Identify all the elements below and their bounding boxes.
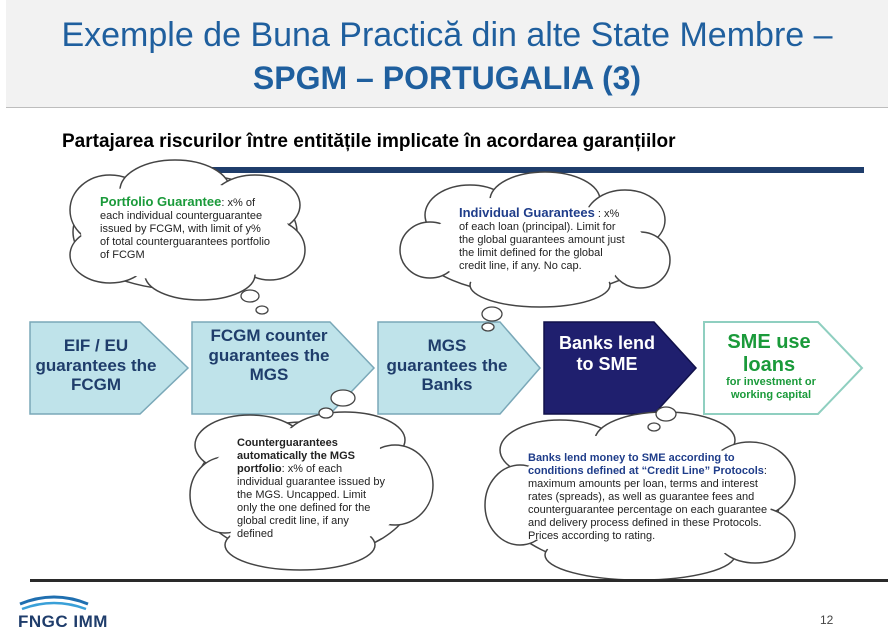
divider-bar-bottom: [30, 579, 888, 582]
arrow-sme-title: SME use loans: [727, 331, 811, 376]
cloud-individual-text: Individual Guarantees : x% of each loan (principal). Limit for the global guarantees amount just the limit defined for the global credit line, if any. No cap.: [459, 205, 625, 272]
cloud-counter-head: Counterguarantees automatically the MGS portfolio: [237, 437, 355, 475]
cloud-banks-body: : maximum amounts per loan, terms and interest rates (spreads), as well as guarantee fees and counterguarantee percentage on each guarantee and delivery process defined in these Protocols. Prices according to rating.: [528, 464, 768, 542]
cloud-portfolio-body: x% of each individual counterguarantee issued by FCGM, with limit of y% of total counterguarantees portfolio of FCGM: [100, 197, 271, 261]
footer: [0, 583, 894, 634]
logo-text: FNGC IMM: [18, 612, 108, 631]
cloud-banks-head: Banks lend money to SME according to conditions defined at “Credit Line” Protocols: [528, 452, 764, 477]
cloud-individual-body: x% of each loan (principal). Limit for the global guarantees amount just the limit defined for the global credit line, if any. No cap.: [459, 208, 625, 272]
cloud-counter-text: [237, 437, 387, 541]
arrow-eif-label: EIF / EU guarantees the FCGM: [35, 336, 157, 395]
slide-subtitle: Partajarea riscurilor între entitățile implicate în acordarea garanțiilor: [62, 131, 676, 152]
arrow-banks-label: Banks lend to SME: [558, 333, 656, 374]
arrow-mgs-label: MGS guarantees the Banks: [386, 336, 508, 395]
cloud-banks-text: [528, 452, 774, 543]
page-number: 12: [820, 613, 834, 627]
cloud-portfolio-text: Portfolio Guarantee: x% of each individual counterguarantee issued by FCGM, with limit of y% of total counterguarantees portfolio of FCGM: [100, 194, 271, 261]
arrow-fcgm-label: FCGM counter guarantees the MGS: [208, 326, 330, 385]
arrow-sme-sub: for investment or working capital: [726, 376, 816, 401]
cloud-individual-head: Individual Guarantees: [459, 205, 595, 220]
cloud-counter-body: : x% of each individual guarantee issued by the MGS. Uncapped. Limit only the one defined for the global credit line, if any defined: [237, 462, 385, 540]
slide-title-line1: Exemple de Buna Practică din alte State Membre –: [61, 16, 833, 54]
cloud-portfolio-head: Portfolio Guarantee: [100, 194, 222, 209]
slide-title-line2: SPGM – PORTUGALIA (3): [252, 60, 642, 96]
